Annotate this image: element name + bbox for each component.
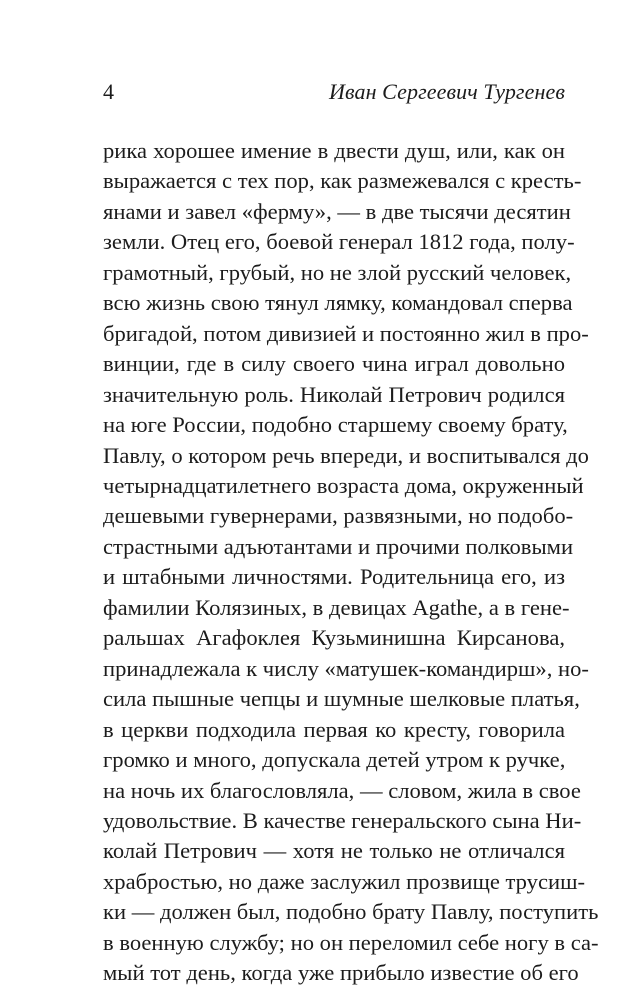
text-line: значительную роль. Николай Петрович родился <box>103 381 565 407</box>
text-line: и штабными личностями. Родительница его, из <box>103 564 565 590</box>
text-line: всю жизнь свою тянул лямку, командовал сперва <box>103 290 573 316</box>
text-line: фамилии Колязиных, в девицах Agathe, а в гене- <box>103 594 570 620</box>
text-line: страстными адъютантами и прочими полковыми <box>103 533 574 559</box>
text-line: сила пышные чепцы и шумные шелковые платья, <box>103 686 580 712</box>
body-text <box>103 136 599 989</box>
text-line: колай Петрович — хотя не только не отличался <box>103 838 565 864</box>
text-line: на юге России, подобно старшему своему брату, <box>103 412 568 438</box>
text-line: удовольствие. В качестве генеральского сына Ни- <box>103 807 582 833</box>
text-line: в военную службу; но он переломил себе ногу в са- <box>103 929 599 955</box>
text-line: храбростью, но даже заслужил прозвище трусиш- <box>103 868 586 894</box>
running-head <box>103 78 565 106</box>
text-line: Павлу, о котором речь впереди, и воспитывался до <box>103 442 589 468</box>
text-line: бригадой, потом дивизией и постоянно жил в про- <box>103 320 589 346</box>
text-line: ральшах Агафоклея Кузьминишна Кирсанова, <box>103 625 565 651</box>
text-line: винции, где в силу своего чина играл довольно <box>103 351 565 377</box>
text-line: янами и завел «ферму», — в две тысячи десятин <box>103 198 571 224</box>
text-line: в церкви подходила первая ко кресту, говорила <box>103 716 565 742</box>
text-line: громко и много, допускала детей утром к ручке, <box>103 747 566 773</box>
text-line: выражается с тех пор, как размежевался с кресть- <box>103 168 582 194</box>
text-line: принадлежала к числу «матушек-командирш», но- <box>103 655 589 681</box>
text-line: дешевыми гувернерами, развязными, но подобо- <box>103 503 574 529</box>
text-line: грамотный, грубый, но не злой русский человек, <box>103 259 572 285</box>
text-line: земли. Отец его, боевой генерал 1812 года, полу- <box>103 229 575 255</box>
text-line: на ночь их благословляла, — словом, жила в свое <box>103 777 581 803</box>
running-head-author: Иван Сергеевич Тургенев <box>328 79 565 104</box>
page-number: 4 <box>103 79 114 104</box>
text-line: ки — должен был, подобно брату Павлу, поступить <box>103 899 599 925</box>
text-line: мый тот день, когда уже прибыло известие об его <box>103 960 579 986</box>
text-line: четырнадцатилетнего возраста дома, окруженный <box>103 472 584 498</box>
text-line: рика хорошее имение в двести душ, или, как он <box>103 138 565 163</box>
